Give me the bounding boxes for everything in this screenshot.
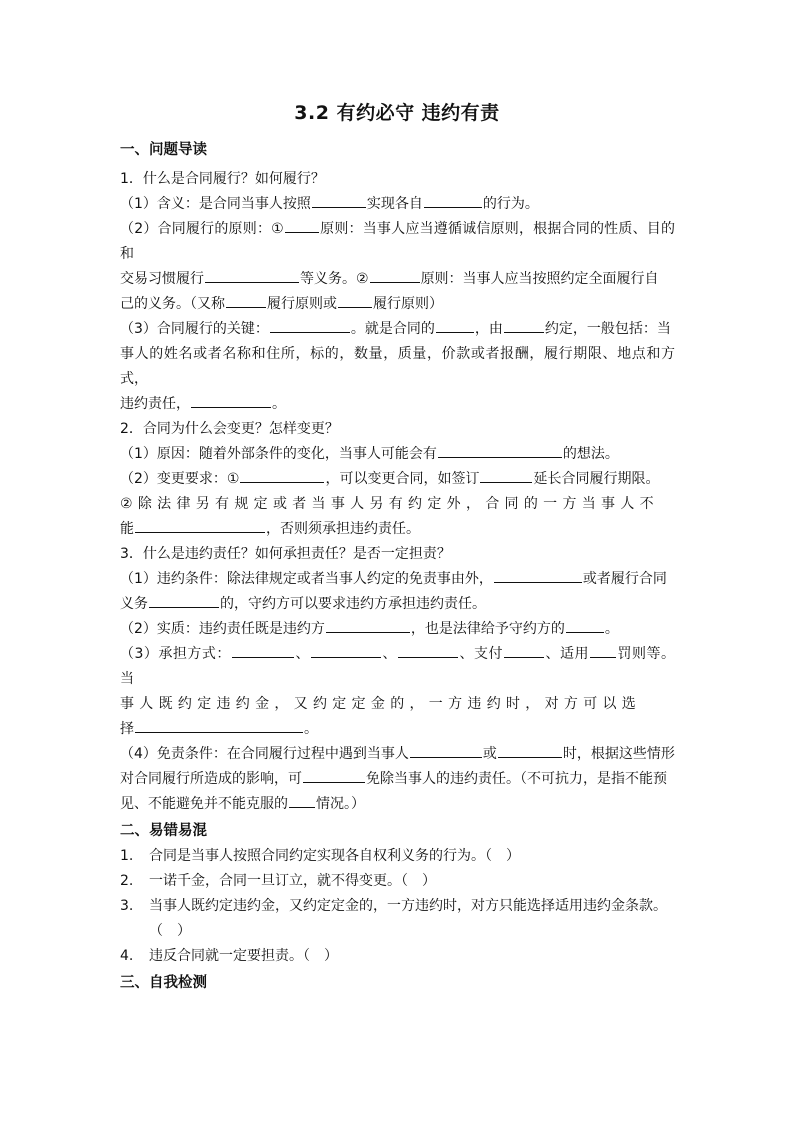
fill-blank[interactable] bbox=[504, 642, 544, 658]
q3-part-4 bbox=[120, 742, 675, 817]
q1-part-1 bbox=[120, 192, 675, 217]
fill-blank[interactable] bbox=[289, 792, 315, 808]
text: （2）变更要求：① bbox=[120, 471, 240, 487]
text: 履行原则或 bbox=[267, 296, 337, 312]
text: （1）违约条件：除法律规定或者当事人约定的免责事由外， bbox=[120, 571, 493, 587]
text: 原则：当事人应当按照约定全面履行自 bbox=[420, 271, 659, 287]
fill-blank[interactable] bbox=[149, 592, 219, 608]
text: 延长合同履行期限。 bbox=[533, 471, 660, 487]
fill-blank[interactable] bbox=[303, 767, 365, 783]
text: 、适用 bbox=[544, 646, 589, 662]
text: 违约责任， bbox=[120, 396, 190, 412]
fill-blank[interactable] bbox=[135, 717, 303, 733]
text: 的想法。 bbox=[562, 446, 619, 462]
fill-blank[interactable] bbox=[370, 267, 420, 283]
fill-blank[interactable] bbox=[504, 317, 544, 333]
text: 义务 bbox=[120, 596, 148, 612]
tf-item-3 bbox=[120, 894, 675, 919]
text: 原则：当事人应当遵循诚信原则，根据合同的性质、目的和 bbox=[120, 221, 675, 262]
fill-blank[interactable] bbox=[338, 292, 372, 308]
text: 择 bbox=[120, 721, 134, 737]
fill-blank[interactable] bbox=[438, 442, 562, 458]
question-3: 3．什么是违约责任？如何承担责任？是否一定担责？ bbox=[120, 546, 451, 562]
question-1: 1．什么是合同履行？如何履行？ bbox=[120, 171, 325, 187]
text: （2）合同履行的原则：① bbox=[120, 221, 284, 237]
text: ②除法律另有规定或者当事人另有约定外，合同的一方当事人不 bbox=[120, 496, 659, 512]
text: 己的义务。（又称 bbox=[120, 296, 225, 312]
text: 罚则等。当 bbox=[120, 646, 676, 687]
text: 能 bbox=[120, 521, 134, 537]
text: 实现各自 bbox=[366, 196, 423, 212]
text: ，由 bbox=[474, 321, 503, 337]
text: 等义务。② bbox=[300, 271, 369, 287]
fill-blank[interactable] bbox=[494, 567, 582, 583]
fill-blank[interactable] bbox=[312, 192, 366, 208]
question-2: 2．合同为什么会变更？怎样变更？ bbox=[120, 421, 339, 437]
item-number: 4. bbox=[120, 948, 134, 964]
text: 的，守约方可以要求违约方承担违约责任。 bbox=[220, 596, 486, 612]
text: 、 bbox=[294, 646, 310, 662]
q1-part-2 bbox=[120, 217, 675, 317]
item-number: 2. bbox=[120, 873, 134, 889]
text: 情况。） bbox=[316, 796, 365, 812]
q1-part-3 bbox=[120, 317, 675, 417]
fill-blank[interactable] bbox=[311, 642, 381, 658]
text: 事人既约定违约金，又约定定金的，一方违约时，对方可以选 bbox=[120, 696, 642, 712]
tf-item-2 bbox=[120, 869, 675, 894]
fill-blank[interactable] bbox=[480, 467, 532, 483]
q3-part-1 bbox=[120, 567, 675, 617]
item-text: 当事人既约定违约金，又约定定金的，一方违约时，对方只能选择适用违约金条款。 bbox=[149, 898, 667, 914]
fill-blank[interactable] bbox=[590, 642, 616, 658]
item-number: 1. bbox=[120, 848, 134, 864]
text: 时，根据这些情形 bbox=[562, 746, 675, 762]
text: （3）合同履行的关键： bbox=[120, 321, 269, 337]
fill-blank[interactable] bbox=[566, 617, 604, 633]
fill-blank[interactable] bbox=[205, 267, 299, 283]
text: 见、不能避免并不能克服的 bbox=[120, 796, 288, 812]
text: （4）免责条件：在合同履行过程中遇到当事人 bbox=[120, 746, 409, 762]
q3-part-2 bbox=[120, 617, 675, 642]
document-body bbox=[120, 136, 675, 996]
fill-blank[interactable] bbox=[270, 317, 350, 333]
text: 、 bbox=[381, 646, 397, 662]
tf-item-4 bbox=[120, 944, 675, 969]
fill-blank[interactable] bbox=[326, 617, 410, 633]
fill-blank[interactable] bbox=[135, 517, 265, 533]
item-text: 一诺千金，合同一旦订立，就不得变更。（ ） bbox=[149, 873, 436, 889]
text: ，可以变更合同，如签订 bbox=[325, 471, 480, 487]
fill-blank[interactable] bbox=[424, 192, 482, 208]
text: 的行为。 bbox=[482, 196, 539, 212]
text: 免除当事人的违约责任。（不可抗力，是指不能预 bbox=[366, 771, 667, 787]
item-text: 违反合同就一定要担责。（ ） bbox=[149, 948, 338, 964]
section-heading-1: 一、问题导读 bbox=[120, 142, 207, 158]
text: ，否则须承担违约责任。 bbox=[266, 521, 420, 537]
fill-blank[interactable] bbox=[240, 467, 324, 483]
fill-blank[interactable] bbox=[398, 642, 458, 658]
text: ，也是法律给予守约方的 bbox=[410, 621, 565, 637]
page-title: 3.2 有约必守 违约有责 bbox=[294, 102, 500, 124]
text: 或者履行合同 bbox=[582, 571, 667, 587]
text: （3）承担方式： bbox=[120, 646, 231, 662]
fill-blank[interactable] bbox=[226, 292, 266, 308]
text: 对合同履行所造成的影响，可 bbox=[120, 771, 302, 787]
text: （2）实质：违约责任既是违约方 bbox=[120, 621, 325, 637]
text: 履行原则） bbox=[373, 296, 443, 312]
fill-blank[interactable] bbox=[232, 642, 294, 658]
q2-part-1 bbox=[120, 442, 675, 467]
text: （1）原因：随着外部条件的变化，当事人可能会有 bbox=[120, 446, 437, 462]
q2-part-2 bbox=[120, 467, 675, 542]
fill-blank[interactable] bbox=[285, 217, 319, 233]
text: 。就是合同的 bbox=[350, 321, 435, 337]
text: 。 bbox=[272, 396, 286, 412]
tf-item-3-cont: （ ） bbox=[149, 923, 191, 939]
q3-part-3 bbox=[120, 642, 675, 742]
text: 约定，一般包括：当 bbox=[544, 321, 671, 337]
text: 。 bbox=[304, 721, 318, 737]
fill-blank[interactable] bbox=[498, 742, 562, 758]
text: 事人的姓名或者名称和住所，标的，数量，质量，价款或者报酬，履行期限、地点和方式， bbox=[120, 346, 675, 387]
text: （1）含义：是合同当事人按照 bbox=[120, 196, 311, 212]
text: 交易习惯履行 bbox=[120, 271, 204, 287]
text: 。 bbox=[604, 621, 619, 637]
text: 或 bbox=[482, 746, 497, 762]
item-text: 合同是当事人按照合同约定实现各自权利义务的行为。（ ） bbox=[149, 848, 520, 864]
section-heading-2: 二、易错易混 bbox=[120, 823, 207, 839]
fill-blank[interactable] bbox=[191, 392, 271, 408]
item-number: 3. bbox=[120, 898, 134, 914]
fill-blank[interactable] bbox=[436, 317, 474, 333]
text: 、支付 bbox=[458, 646, 503, 662]
section-heading-3: 三、自我检测 bbox=[120, 975, 207, 991]
fill-blank[interactable] bbox=[410, 742, 482, 758]
tf-item-1 bbox=[120, 844, 675, 869]
